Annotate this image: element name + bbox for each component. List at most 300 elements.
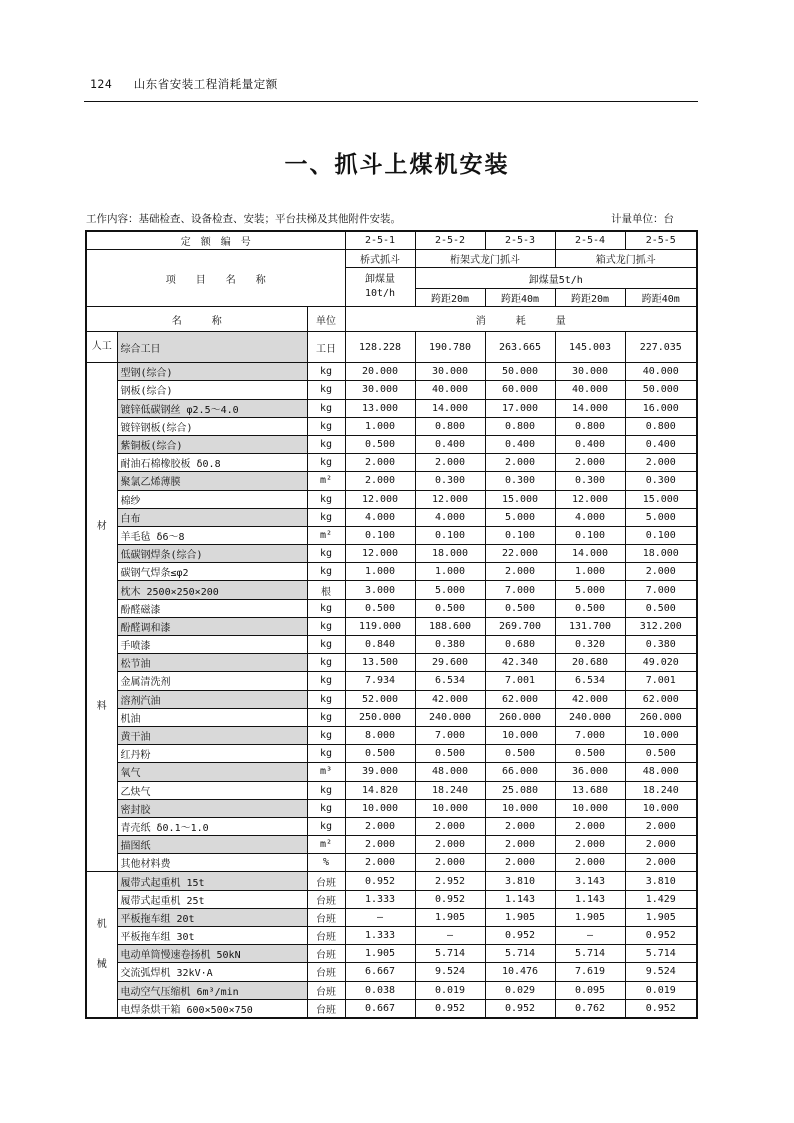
code-row [86,231,697,250]
materials-value: 42.000 [555,690,625,708]
unload-5: 卸煤量5t/h [415,268,697,289]
code-cell: 2-5-5 [625,231,697,250]
materials-row [86,854,697,872]
materials-value: 30.000 [345,381,415,399]
materials-unit: kg [307,636,345,654]
materials-name: 镀锌低碳钢丝 φ2.5～4.0 [117,399,307,417]
materials-value: 2.000 [555,836,625,854]
materials-value: 2.000 [555,817,625,835]
category-material [86,363,117,872]
machines-value: 10.476 [485,963,555,981]
machines-value: 5.714 [625,945,697,963]
materials-value: 42.000 [415,690,485,708]
materials-name: 其他材料费 [117,854,307,872]
materials-name: 钢板(综合) [117,381,307,399]
labor-name: 综合工日 [117,332,307,363]
materials-value: 10.000 [555,799,625,817]
materials-value: 0.500 [555,599,625,617]
item-label: 项 目 名 称 [86,250,345,307]
materials-row [86,545,697,563]
page-number: 124 [90,77,113,91]
materials-value: 0.100 [415,526,485,544]
materials-value: 5.000 [555,581,625,599]
materials-row [86,417,697,435]
code-cell: 2-5-1 [345,231,415,250]
consumption-header: 消 耗 量 [345,307,697,332]
machines-row [86,981,697,999]
materials-unit: kg [307,545,345,563]
materials-value: 2.000 [415,817,485,835]
machines-value: 1.143 [555,890,625,908]
materials-value: 1.000 [415,563,485,581]
materials-unit: kg [307,781,345,799]
materials-value: 48.000 [415,763,485,781]
quota-table [85,230,698,1019]
materials-name: 酚醛调和漆 [117,617,307,635]
materials-value: 6.534 [555,672,625,690]
machines-name: 电动空气压缩机 6m³/min [117,981,307,999]
machines-unit: 台班 [307,963,345,981]
labor-value: 190.780 [415,332,485,363]
labor-value: 128.228 [345,332,415,363]
materials-value: 29.600 [415,654,485,672]
materials-value: 30.000 [415,363,485,381]
materials-row [86,490,697,508]
section-title: 一、抓斗上煤机安装 [284,152,510,178]
materials-value: 0.800 [415,417,485,435]
materials-unit: m² [307,836,345,854]
materials-value: 12.000 [345,545,415,563]
code-cell: 2-5-4 [555,231,625,250]
machines-value: 3.143 [555,872,625,890]
materials-value: 12.000 [415,490,485,508]
materials-value: 62.000 [485,690,555,708]
materials-value: 14.000 [555,399,625,417]
materials-row [86,745,697,763]
machines-value: 1.143 [485,890,555,908]
materials-value: 2.000 [345,454,415,472]
machines-unit: 台班 [307,927,345,945]
materials-value: 36.000 [555,763,625,781]
measure-unit: 计量单位：台 [611,213,674,225]
materials-value: 240.000 [555,708,625,726]
materials-row [86,726,697,744]
materials-value: 2.000 [345,472,415,490]
labor-value: 227.035 [625,332,697,363]
materials-value: 14.000 [555,545,625,563]
materials-value: 7.000 [555,726,625,744]
type-box: 箱式龙门抓斗 [555,250,697,268]
machines-value: 0.952 [485,927,555,945]
machines-row [86,927,697,945]
machines-value: 0.952 [485,999,555,1018]
machines-row [86,872,697,890]
materials-unit: % [307,854,345,872]
materials-value: 312.200 [625,617,697,635]
materials-value: 0.100 [555,526,625,544]
machines-unit: 台班 [307,999,345,1018]
materials-value: 2.000 [415,836,485,854]
materials-row [86,708,697,726]
labor-unit: 工日 [307,332,345,363]
machines-value: 5.714 [485,945,555,963]
materials-value: 2.000 [485,563,555,581]
labor-row [86,332,697,363]
materials-name: 棉纱 [117,490,307,508]
materials-unit: 根 [307,581,345,599]
materials-value: 10.000 [485,726,555,744]
materials-value: 0.500 [345,745,415,763]
materials-value: 22.000 [485,545,555,563]
machines-value: 0.095 [555,981,625,999]
type-bridge: 桥式抓斗 [345,250,415,268]
materials-unit: kg [307,363,345,381]
materials-value: 7.000 [415,726,485,744]
materials-row [86,454,697,472]
materials-name: 乙炔气 [117,781,307,799]
materials-value: 50.000 [625,381,697,399]
materials-value: 2.000 [485,854,555,872]
machines-value: 3.810 [485,872,555,890]
materials-name: 机油 [117,708,307,726]
materials-value: 7.001 [625,672,697,690]
materials-value: 2.000 [345,817,415,835]
materials-name: 金属清洗剂 [117,672,307,690]
materials-value: 62.000 [625,690,697,708]
materials-value: 2.000 [415,854,485,872]
materials-value: 188.600 [415,617,485,635]
materials-name: 枕木 2500×250×200 [117,581,307,599]
materials-value: 49.020 [625,654,697,672]
category-machine-2: 械 [96,958,107,970]
materials-row [86,763,697,781]
materials-unit: m³ [307,763,345,781]
machines-name: 履带式起重机 15t [117,872,307,890]
materials-value: 52.000 [345,690,415,708]
materials-value: 0.320 [555,636,625,654]
materials-name: 白布 [117,508,307,526]
materials-unit: kg [307,490,345,508]
materials-value: 7.001 [485,672,555,690]
materials-value: 0.300 [555,472,625,490]
machines-value: — [555,927,625,945]
materials-value: 250.000 [345,708,415,726]
materials-unit: kg [307,708,345,726]
machines-value: 1.333 [345,890,415,908]
materials-value: 2.000 [345,836,415,854]
code-cell: 2-5-3 [485,231,555,250]
materials-name: 酚醛磁漆 [117,599,307,617]
materials-value: 2.000 [555,854,625,872]
materials-unit: kg [307,454,345,472]
materials-name: 手喷漆 [117,636,307,654]
machines-value: 9.524 [415,963,485,981]
materials-value: 48.000 [625,763,697,781]
machines-name: 平板拖车组 20t [117,908,307,926]
materials-row [86,508,697,526]
code-label: 定 额 编 号 [86,231,345,250]
book-title: 山东省安装工程消耗量定额 [133,77,278,91]
materials-unit: kg [307,617,345,635]
materials-value: 240.000 [415,708,485,726]
materials-value: 5.000 [485,508,555,526]
materials-name: 羊毛毡 δ6～8 [117,526,307,544]
machines-unit: 台班 [307,945,345,963]
materials-value: 0.400 [625,435,697,453]
work-content: 工作内容：基础检查、设备检查、安装；平台扶梯及其他附件安装。 [86,213,401,225]
machines-value: — [345,908,415,926]
machines-name: 履带式起重机 25t [117,890,307,908]
machines-value: 0.019 [625,981,697,999]
materials-value: 40.000 [555,381,625,399]
type-row [86,250,697,268]
materials-value: 0.500 [345,599,415,617]
materials-value: 15.000 [625,490,697,508]
materials-value: 0.800 [485,417,555,435]
machines-value: 0.952 [415,890,485,908]
materials-value: 12.000 [555,490,625,508]
type-truss: 桁架式龙门抓斗 [415,250,555,268]
category-machine-1: 机 [96,918,107,930]
machines-name: 平板拖车组 30t [117,927,307,945]
materials-value: 4.000 [415,508,485,526]
materials-value: 10.000 [485,799,555,817]
materials-name: 耐油石棉橡胶板 δ0.8 [117,454,307,472]
machines-value: 0.952 [625,927,697,945]
materials-value: 0.500 [625,745,697,763]
materials-value: 10.000 [415,799,485,817]
machines-value: 0.019 [415,981,485,999]
materials-unit: kg [307,817,345,835]
materials-value: 16.000 [625,399,697,417]
machines-value: 1.905 [345,945,415,963]
materials-value: 30.000 [555,363,625,381]
materials-value: 0.400 [555,435,625,453]
materials-value: 0.800 [625,417,697,435]
materials-value: 0.380 [415,636,485,654]
name-col-header: 名 称 [86,307,307,332]
materials-value: 14.820 [345,781,415,799]
materials-row [86,654,697,672]
materials-value: 0.100 [485,526,555,544]
materials-value: 0.500 [485,745,555,763]
machines-unit: 台班 [307,872,345,890]
materials-value: 50.000 [485,363,555,381]
machines-value: 0.029 [485,981,555,999]
span-cell: 跨距20m [555,289,625,307]
materials-row [86,817,697,835]
materials-name: 密封胶 [117,799,307,817]
machines-value: 1.429 [625,890,697,908]
materials-row [86,581,697,599]
machines-unit: 台班 [307,908,345,926]
machines-value: 0.038 [345,981,415,999]
materials-value: 0.400 [415,435,485,453]
materials-unit: kg [307,726,345,744]
machines-name: 交流弧焊机 32kV·A [117,963,307,981]
materials-row [86,672,697,690]
materials-name: 氧气 [117,763,307,781]
materials-value: 7.000 [485,581,555,599]
materials-name: 青壳纸 δ0.1～1.0 [117,817,307,835]
category-labor: 人工 [86,332,117,363]
machines-unit: 台班 [307,981,345,999]
materials-name: 黄干油 [117,726,307,744]
machines-value: 3.810 [625,872,697,890]
labor-value: 263.665 [485,332,555,363]
materials-value: 18.000 [625,545,697,563]
materials-value: 0.500 [485,599,555,617]
machines-unit: 台班 [307,890,345,908]
materials-value: 20.680 [555,654,625,672]
materials-value: 2.000 [485,454,555,472]
materials-value: 5.000 [625,508,697,526]
materials-row [86,836,697,854]
labor-value: 145.003 [555,332,625,363]
materials-value: 269.700 [485,617,555,635]
machines-value: 1.905 [415,908,485,926]
machines-row [86,908,697,926]
materials-unit: kg [307,508,345,526]
machines-name: 电动单筒慢速卷扬机 50kN [117,945,307,963]
materials-row [86,781,697,799]
materials-value: 0.500 [625,599,697,617]
materials-value: 260.000 [485,708,555,726]
materials-name: 型钢(综合) [117,363,307,381]
unload-10: 卸煤量 10t/h [345,268,415,307]
materials-value: 10.000 [625,799,697,817]
materials-value: 2.000 [625,836,697,854]
materials-row [86,599,697,617]
materials-value: 60.000 [485,381,555,399]
span-cell: 跨距40m [485,289,555,307]
machines-value: 5.714 [555,945,625,963]
materials-value: 2.000 [625,854,697,872]
materials-value: 2.000 [485,836,555,854]
machines-value: 1.333 [345,927,415,945]
materials-value: 260.000 [625,708,697,726]
machines-row [86,999,697,1018]
materials-unit: kg [307,381,345,399]
materials-name: 聚氯乙烯薄膜 [117,472,307,490]
machines-value: 0.762 [555,999,625,1018]
materials-value: 39.000 [345,763,415,781]
category-material-2: 料 [96,701,107,713]
machines-value: — [415,927,485,945]
materials-unit: kg [307,690,345,708]
column-header-row [86,307,697,332]
materials-value: 25.080 [485,781,555,799]
machines-value: 0.952 [345,872,415,890]
machines-value: 9.524 [625,963,697,981]
machines-value: 1.905 [625,908,697,926]
materials-name: 镀锌钢板(综合) [117,417,307,435]
materials-name: 松节油 [117,654,307,672]
materials-value: 0.100 [345,526,415,544]
materials-value: 18.000 [415,545,485,563]
materials-value: 42.340 [485,654,555,672]
materials-value: 13.500 [345,654,415,672]
materials-value: 2.000 [485,817,555,835]
materials-value: 2.000 [625,454,697,472]
materials-value: 3.000 [345,581,415,599]
materials-name: 紫铜板(综合) [117,435,307,453]
materials-row [86,381,697,399]
materials-value: 4.000 [345,508,415,526]
machines-name: 电焊条烘干箱 600×500×750 [117,999,307,1018]
materials-value: 2.000 [345,854,415,872]
materials-unit: kg [307,672,345,690]
machines-value: 5.714 [415,945,485,963]
code-cell: 2-5-2 [415,231,485,250]
materials-unit: m² [307,472,345,490]
materials-value: 20.000 [345,363,415,381]
materials-value: 0.500 [415,745,485,763]
machines-value: 1.905 [485,908,555,926]
machines-value: 6.667 [345,963,415,981]
materials-name: 低碳钢焊条(综合) [117,545,307,563]
materials-value: 66.000 [485,763,555,781]
materials-value: 1.000 [555,563,625,581]
materials-name: 碳钢气焊条≤φ2 [117,563,307,581]
materials-value: 14.000 [415,399,485,417]
materials-value: 0.380 [625,636,697,654]
materials-value: 40.000 [625,363,697,381]
materials-row [86,563,697,581]
machines-row [86,945,697,963]
materials-value: 2.000 [555,454,625,472]
materials-value: 0.400 [485,435,555,453]
category-material-1: 材 [96,521,107,533]
materials-name: 描图纸 [117,836,307,854]
materials-value: 7.934 [345,672,415,690]
header-rule [84,101,698,102]
materials-unit: kg [307,599,345,617]
materials-value: 4.000 [555,508,625,526]
materials-unit: kg [307,745,345,763]
materials-value: 18.240 [625,781,697,799]
materials-value: 2.000 [625,563,697,581]
materials-row [86,617,697,635]
machines-value: 7.619 [555,963,625,981]
materials-unit: m² [307,526,345,544]
materials-name: 溶剂汽油 [117,690,307,708]
category-machine [86,872,117,1018]
materials-unit: kg [307,435,345,453]
materials-row [86,435,697,453]
materials-value: 0.100 [625,526,697,544]
machines-value: 2.952 [415,872,485,890]
materials-value: 0.300 [625,472,697,490]
machines-value: 0.667 [345,999,415,1018]
machines-row [86,890,697,908]
materials-row [86,799,697,817]
materials-name: 红丹粉 [117,745,307,763]
materials-unit: kg [307,654,345,672]
materials-unit: kg [307,417,345,435]
materials-value: 119.000 [345,617,415,635]
materials-value: 13.000 [345,399,415,417]
machines-value: 0.952 [625,999,697,1018]
materials-value: 13.680 [555,781,625,799]
materials-value: 0.500 [345,435,415,453]
materials-value: 0.840 [345,636,415,654]
materials-value: 18.240 [415,781,485,799]
materials-unit: kg [307,799,345,817]
materials-value: 131.700 [555,617,625,635]
materials-value: 2.000 [415,454,485,472]
materials-value: 1.000 [345,417,415,435]
